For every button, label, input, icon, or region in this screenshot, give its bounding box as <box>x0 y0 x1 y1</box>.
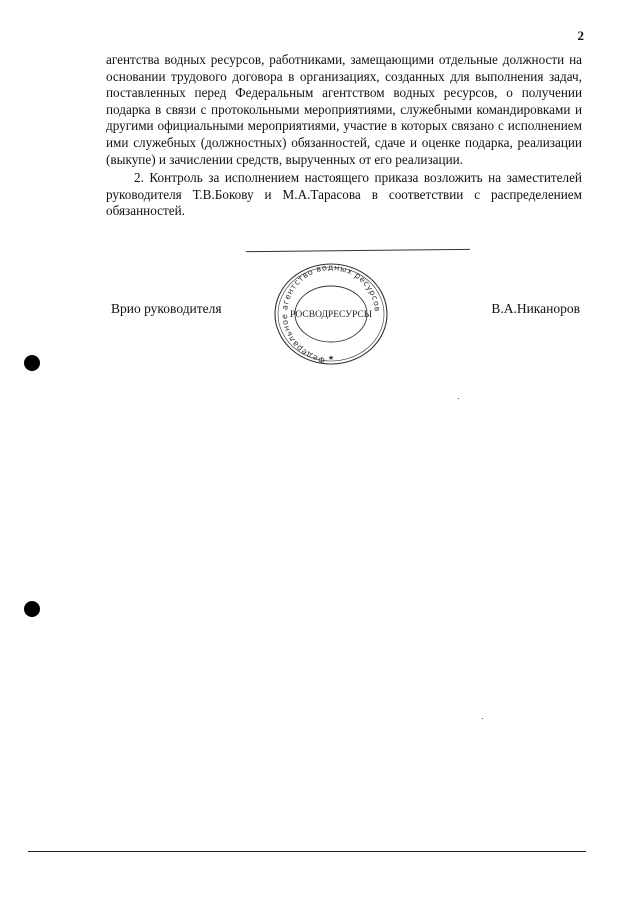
seal-center-text: РОСВОДРЕСУРСЫ <box>290 310 372 320</box>
document-body <box>106 52 582 220</box>
signature-line <box>246 249 470 252</box>
page-number: 2 <box>577 28 584 43</box>
official-seal <box>266 258 396 370</box>
scan-speck <box>482 718 483 719</box>
seal-star-icon: ★ <box>327 354 335 362</box>
signature-title: Врио руководителя <box>111 301 222 316</box>
paragraph-1: агентства водных ресурсов, работниками, замещающими отдельные должности на основании трудового договора в организациях, созданных для выполнения задач, поставленных перед Федеральным агентством водных ресурсов, о получении подарка в связи с протокольными мероприятиями, служебными командировками и другими официальными мероприятиями, участие в которых связано с исполнением ими служебных (должностных) обязанностей, сдаче и оценке подарка, реализации (выкупе) и зачислении средств, вырученных от его реализации. <box>106 52 582 167</box>
bottom-rule <box>28 851 586 852</box>
signature-name: В.А.Никаноров <box>491 301 580 316</box>
punch-hole <box>24 355 40 371</box>
punch-hole <box>24 601 40 617</box>
seal-ring-text: Федеральное агентство водных ресурсов <box>279 262 383 365</box>
paragraph-2: 2. Контроль за исполнением настоящего приказа возложить на заместителей руководителя Т.В.Бокову и М.А.Тарасова в соответствии с распределением обязанностей. <box>106 170 582 219</box>
scan-speck <box>458 398 459 399</box>
